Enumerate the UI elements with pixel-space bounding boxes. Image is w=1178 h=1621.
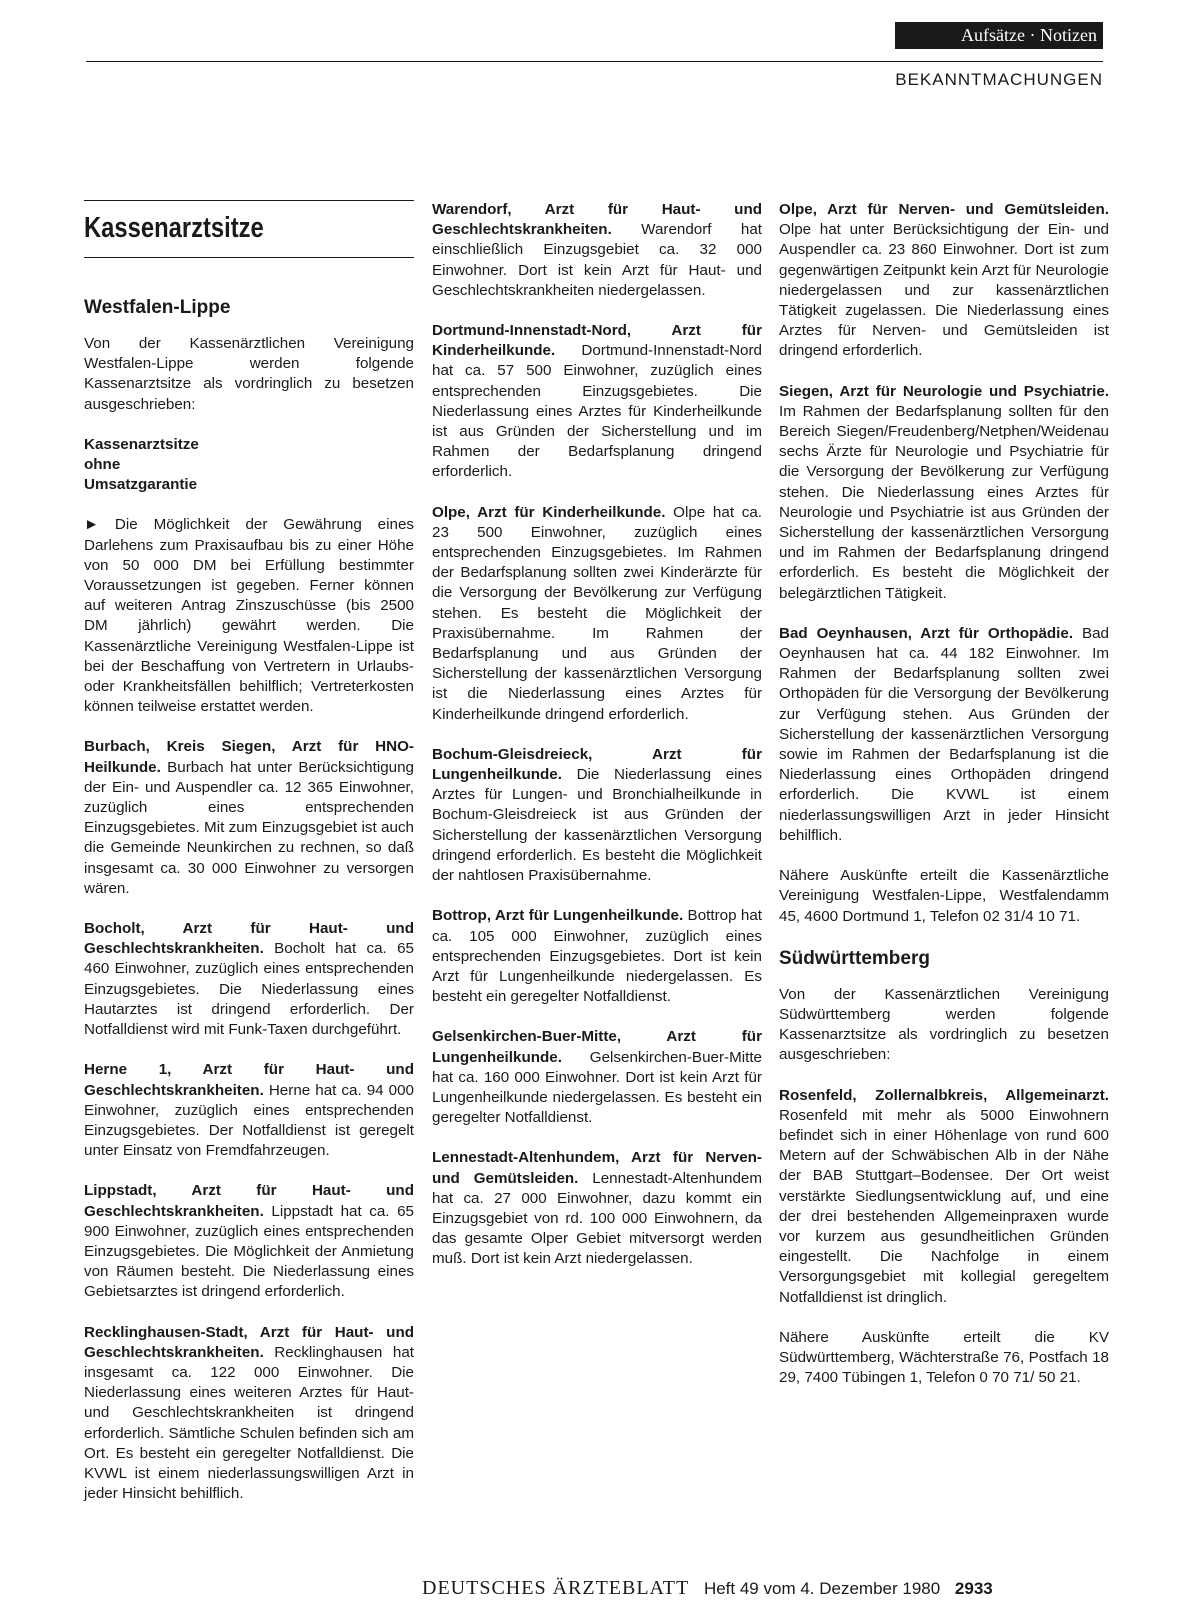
listing-entry [432, 200, 762, 301]
listing-entry [779, 382, 1109, 604]
listing-body: Olpe hat ca. 23 500 Einwohner, zuzüglich eines entsprechenden Einzugsgebietes. Im Rahmen der Bedarfsplanung sollten zwei Kinderärzte für die Versorgung der Bevölkerung zur Verfügung stehen. Es besteht die Möglichkeit der Praxisübernahme. Im Rahmen der Bedarfsplanung und aus Gründen der Sicherstellung der kassenärztlichen Versorgung ist die Niederlassung eines Arztes für Kinderheilkunde dringend erforderlich. [432, 503, 762, 723]
listing-head: Recklinghausen-Stadt, Arzt für Haut- und Geschlechtskrankheiten. [84, 1323, 414, 1361]
listing-body: Bottrop hat ca. 105 000 Einwohner, zuzüglich eines entsprechenden Einzugsgebietes. Dort ist kein Arzt für Lungenheilkunde niedergelassen. Es besteht ein geregelter Notfalldienst. [432, 907, 762, 1006]
subhead-line: Umsatzgarantie [84, 476, 198, 494]
listing-entry [84, 1181, 414, 1302]
listing-body: Warendorf hat einschließlich Einzugsgebiet ca. 32 000 Einwohner. Dort ist kein Arzt für Haut- und Geschlechtskrankheiten niedergelassen. [432, 221, 762, 299]
listing-body: Herne hat ca. 94 000 Einwohner, zuzüglich eines entsprechenden Einzugsgebietes. Der Notfalldienst ist geregelt unter Einsatz von Fremdfahrzeugen. [84, 1081, 414, 1160]
issue-info: Heft 49 vom 4. Dezember 1980 [703, 1579, 941, 1598]
listing-entry [432, 745, 762, 886]
header-rule [86, 61, 1103, 62]
note-darlehen: ► Die Möglichkeit der Gewährung eines Darlehens zum Praxisaufbau bis zu einer Höhe von 50 000 DM bei Erfüllung bestimmter Voraussetzungen ist gegeben. Ferner können auf weiteren Antrag Zinszuschüsse (bis 2500 DM jährlich) gewährt werden. Die Kassenärztliche Vereinigung Westfalen-Lippe ist bei der Beschaffung von Vertretern in Urlaubs- oder Krankheitsfällen behilflich; Vertreterkosten können teilweise erstattet werden. [84, 516, 414, 716]
listing-entry [84, 1060, 414, 1161]
listing-entry [432, 1027, 762, 1128]
subhead-umsatzgarantie [84, 435, 414, 496]
listing-body: Gelsenkirchen-Buer-Mitte hat ca. 160 000 Einwohner. Dort ist kein Arzt für Lungenheilkunde niedergelassen. Es besteht ein geregelter Notfalldienst. [432, 1048, 762, 1127]
listing-body: Recklinghausen hat insgesamt ca. 122 000 Einwohner. Die Niederlassung eines weiteren Arztes für Haut- und Geschlechtskrankheiten ist dringend erforderlich. Sämtliche Schulen befinden sich am Ort. Es besteht ein geregelter Notfalldienst. Die KVWL ist einem niederlassungswilligen Arzt in jeder Hinsicht behilflich. [84, 1343, 414, 1503]
column-3 [779, 200, 1109, 1408]
listing-entry [432, 503, 762, 725]
contact-westfalen: Nähere Auskünfte erteilt die Kassenärztliche Vereinigung Westfalen-Lippe, Westfalendamm 45, 4600 Dortmund 1, Telefon 02 31/4 10 71. [779, 867, 1109, 925]
intro-westfalen: Von der Kassenärztlichen Vereinigung Westfalen-Lippe werden folgende Kassenarztsitze als vordringlich zu besetzen ausgeschrieben: [84, 335, 414, 413]
page-footer [422, 1577, 993, 1600]
title-rule-bottom [84, 257, 414, 258]
article-title: Kassenarztsitze [84, 212, 264, 244]
listing-head: Olpe, Arzt für Kinderheilkunde. [432, 503, 666, 521]
column-2 [432, 200, 762, 1290]
listing-entry [779, 200, 1109, 362]
journal-name: DEUTSCHES ÄRZTEBLATT [422, 1577, 690, 1599]
subhead-line: Kassenarztsitze [84, 435, 199, 453]
listing-body: Lennestadt-Altenhundem hat ca. 27 000 Einwohner, dazu kommt ein Einzugsgebiet von rd. 100 000 Einwohnern, da das gesamte Olper Gebiet mitversorgt werden muß. Dort ist kein Arzt niedergelassen. [432, 1169, 763, 1268]
listing-body: Rosenfeld mit mehr als 5000 Einwohnern befindet sich in einer Höhenlage von rund 600 Metern auf der Schwäbischen Alb in der Nähe der BAB Stuttgart–Bodensee. Der Ort weist verstärkte Siedlungsentwicklung auf, und eine der drei bestehenden Allgemeinpraxen wurde vor kurzem aus gesundheitlichen Gründen eingestellt. Die Nachfolge in einem Versorgungsgebiet mit kollegial geregeltem Notfalldienst ist dringlich. [779, 1106, 1109, 1306]
listing-head: Warendorf, Arzt für Haut- und Geschlechtskrankheiten. [432, 201, 762, 239]
listing-body: Dortmund-Innenstadt-Nord hat ca. 57 500 Einwohner, zuzüglich eines entsprechenden Einzugsgebietes. Die Niederlassung eines Arztes für Kinderheilkunde ist aus Gründen der Sicherstellung und im Rahmen der Bedarfsplanung dringend erforderlich. [432, 342, 762, 481]
listing-entry [84, 1323, 414, 1505]
listing-head: Bottrop, Arzt für Lungenheilkunde. [432, 907, 684, 925]
listing-entry [84, 737, 414, 899]
listing-entry [84, 919, 414, 1040]
listing-head: Bochum-Gleisdreieck, Arzt für Lungenheilkunde. [432, 745, 762, 784]
listing-head: Siegen, Arzt für Neurologie und Psychiatrie. [779, 382, 1109, 400]
listing-head: Dortmund-Innenstadt-Nord, Arzt für Kinderheilkunde. [432, 322, 762, 360]
listing-entry [432, 321, 762, 483]
listing-head: Herne 1, Arzt für Haut- und Geschlechtskrankheiten. [84, 1061, 414, 1099]
listing-body: Bocholt hat ca. 65 460 Einwohner, zuzüglich eines entsprechenden Einzugsgebietes. Die Niederlassung eines Hautarztes ist dringend erforderlich. Der Notfalldienst wird mit Funk-Taxen durchgeführt. [84, 940, 414, 1039]
region-heading-suedwuerttemberg: Südwürttemberg [779, 947, 930, 969]
listing-entry [779, 624, 1109, 846]
listing-body: Bad Oeynhausen hat ca. 44 182 Einwohner. Im Rahmen der Bedarfsplanung sollten zwei Orthopäden für die Versorgung der Bevölkerung zur Verfügung stehen. Aus Gründen der Sicherstellung der kassenärztlichen Versorgung sowie im Rahmen der Bedarfsplanung ist die Niederlassung eines Orthopäden dringend erforderlich. Die KVWL ist einem niederlassungswilligen Arzt in jeder Hinsicht behilflich. [779, 624, 1109, 844]
listing-body: Die Niederlassung eines Arztes für Lungen- und Bronchialheilkunde in Bochum-Gleisdreieck ist aus Gründen der Sicherstellung der kassenärztlichen Versorgung dringend erforderlich. Es besteht die Möglichkeit der nahtlosen Praxisübernahme. [432, 766, 762, 885]
listing-body: Lippstadt hat ca. 65 900 Einwohner, zuzüglich eines entsprechenden Einzugsgebietes. Die Möglichkeit der Anmietung von Räumen besteht. Die Niederlassung eines Gebietsarztes ist dringend erforderlich. [84, 1202, 414, 1301]
title-rule-top [84, 200, 414, 201]
listing-head: Lennestadt-Altenhundem, Arzt für Nerven- und Gemütsleiden. [432, 1149, 762, 1187]
section-label: BEKANNTMACHUNGEN [895, 70, 1103, 89]
listing-head: Burbach, Kreis Siegen, Arzt für HNO-Heilkunde. [84, 738, 414, 776]
listing-body: Olpe hat unter Berücksichtigung der Ein- und Auspendler ca. 23 860 Einwohner. Dort ist zum gegenwärtigen Zeitpunkt kein Arzt für Neurologie niedergelassen und zur kassenärztlichen Tätigkeit zugelassen. Die Niederlassung eines Arztes für Nerven- und Gemütsleiden ist dringend erforderlich. [779, 221, 1109, 360]
listing-body: Burbach hat unter Berücksichtigung der Ein- und Auspendler ca. 12 365 Einwohner, zuzüglich eines entsprechenden Einzugsgebietes. Mit zum Einzugsgebiet ist auch die Gemeinde Neunkirchen zu rechnen, so daß insgesamt ca. 30 000 Einwohner zu versorgen wären. [84, 758, 414, 897]
page-number: 2933 [954, 1579, 993, 1598]
listing-head: Bocholt, Arzt für Haut- und Geschlechtskrankheiten. [84, 920, 414, 958]
listing-entry [779, 1086, 1109, 1308]
contact-suedwuerttemberg: Nähere Auskünfte erteilt die KV Südwürttemberg, Wächterstraße 76, Postfach 18 29, 7400 Tübingen 1, Telefon 0 70 71/ 50 21. [779, 1328, 1109, 1387]
region-heading-westfalen: Westfalen-Lippe [84, 297, 231, 318]
listing-head: Bad Oeynhausen, Arzt für Orthopädie. [779, 624, 1074, 642]
listing-head: Rosenfeld, Zollernalbkreis, Allgemeinarzt. [779, 1086, 1109, 1104]
listing-entry [432, 1148, 762, 1269]
column-1 [84, 200, 414, 1524]
listing-head: Lippstadt, Arzt für Haut- und Geschlechtskrankheiten. [84, 1182, 414, 1220]
listing-head: Olpe, Arzt für Nerven- und Gemütsleiden. [779, 201, 1109, 218]
listing-head: Gelsenkirchen-Buer-Mitte, Arzt für Lungenheilkunde. [432, 1028, 762, 1066]
section-badge: Aufsätze · Notizen [895, 22, 1103, 49]
listing-body: Im Rahmen der Bedarfsplanung sollten für den Bereich Siegen/Freudenberg/Netphen/Weidenau sechs Ärzte für Neurologie und Psychiatrie für die Versorgung der Bevölkerung zur Verfügung stehen. Die Niederlassung eines Arztes für Neurologie und Psychiatrie ist aus Gründen der Sicherstellung der kassenärztlichen Versorgung und im Rahmen der Bedarfsplanung dringend erforderlich. Es besteht die Möglichkeit der belegärztlichen Tätigkeit. [779, 402, 1109, 602]
intro-suedwuerttemberg: Von der Kassenärztlichen Vereinigung Südwürttemberg werden folgende Kassenarztsitze als vordringlich zu besetzen ausgeschrieben: [779, 985, 1109, 1064]
subhead-line: ohne [84, 456, 121, 474]
listing-entry [432, 906, 762, 1007]
